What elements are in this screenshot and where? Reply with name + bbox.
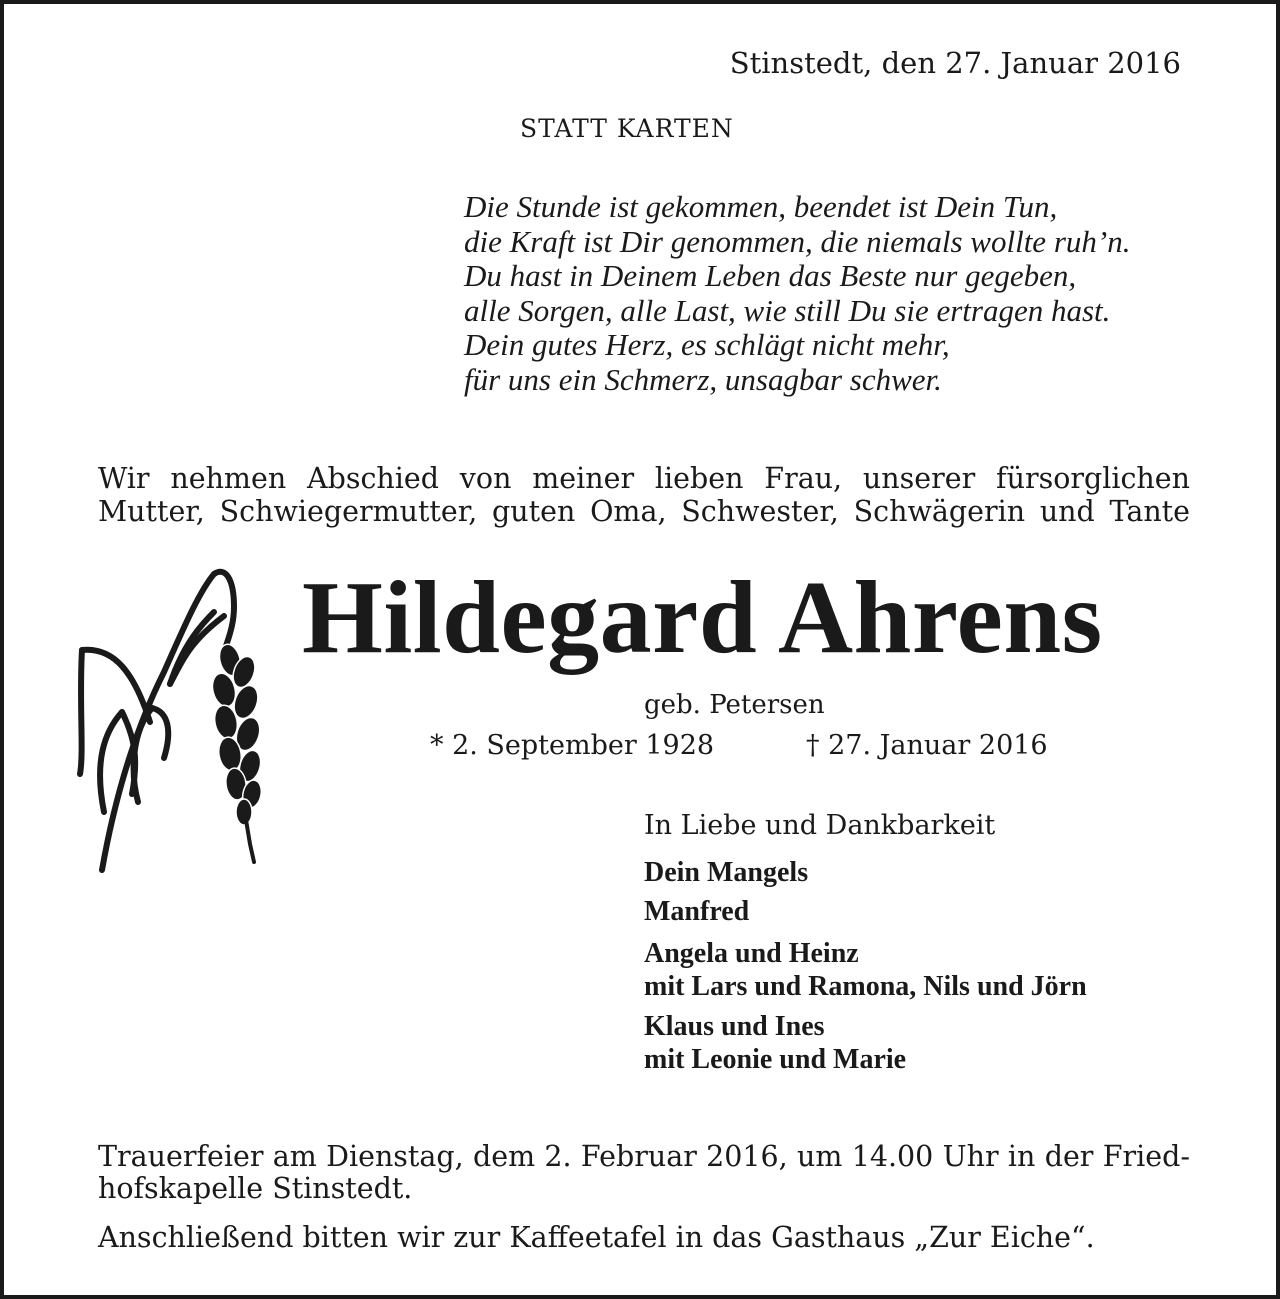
- mourner-group: [644, 937, 1087, 1003]
- service-line: hofskapelle Stinstedt.: [98, 1172, 413, 1205]
- death-date: † 27. Januar 2016: [806, 730, 1048, 761]
- poem-line: für uns ein Schmerz, unsagbar schwer.: [464, 361, 942, 397]
- mourner-line: Manfred: [644, 896, 750, 927]
- poem-line: Die Stunde ist gekommen, beendet ist Dein Tun,: [464, 189, 1058, 224]
- poem-line: die Kraft ist Dir genommen, die niemals wollte ruh’n.: [464, 223, 1131, 259]
- birth-date: * 2. September 1928: [430, 730, 715, 761]
- service-line: Trauerfeier am Dienstag, dem 2. Februar 2016, um 14.00 Uhr in der Fried-: [98, 1140, 1190, 1173]
- mourner-line: Klaus und Ines: [644, 1011, 825, 1042]
- poem-line: alle Sorgen, alle Last, wie still Du sie ertragen hast.: [464, 292, 1111, 328]
- mourner-line: mit Leonie und Marie: [644, 1044, 907, 1075]
- poem-line: Du hast in Deinem Leben das Beste nur gegeben,: [464, 258, 1077, 294]
- poem: [464, 190, 1130, 398]
- funeral-service-info: [98, 1141, 1190, 1205]
- farewell-intro: [98, 462, 1190, 528]
- wheat-ear-icon: [74, 562, 284, 878]
- mourner-line: Dein Mangels: [644, 857, 809, 888]
- place-date: Stinstedt, den 27. Januar 2016: [729, 46, 1181, 80]
- mourner-group: [644, 1010, 906, 1076]
- intro-line: Mutter, Schwiegermutter, guten Oma, Schwester, Schwägerin und Tante: [98, 495, 1190, 528]
- mourners-intro: In Liebe und Dankbarkeit: [644, 810, 996, 841]
- mourner-line: mit Lars und Ramona, Nils und Jörn: [644, 971, 1087, 1002]
- intro-line: Wir nehmen Abschied von meiner lieben Frau, unserer fürsorglichen: [98, 462, 1190, 495]
- poem-line: Dein gutes Herz, es schlägt nicht mehr,: [464, 327, 950, 363]
- mourner-group: [644, 895, 749, 928]
- reception-info: Anschließend bitten wir zur Kaffeetafel in das Gasthaus „Zur Eiche“.: [98, 1221, 1095, 1254]
- maiden-name: geb. Petersen: [644, 690, 825, 720]
- statt-karten-label: STATT KARTEN: [520, 114, 734, 143]
- mourner-line: Angela und Heinz: [644, 938, 859, 969]
- deceased-name: Hildegard Ahrens: [302, 560, 1103, 675]
- mourner-group: [644, 856, 808, 889]
